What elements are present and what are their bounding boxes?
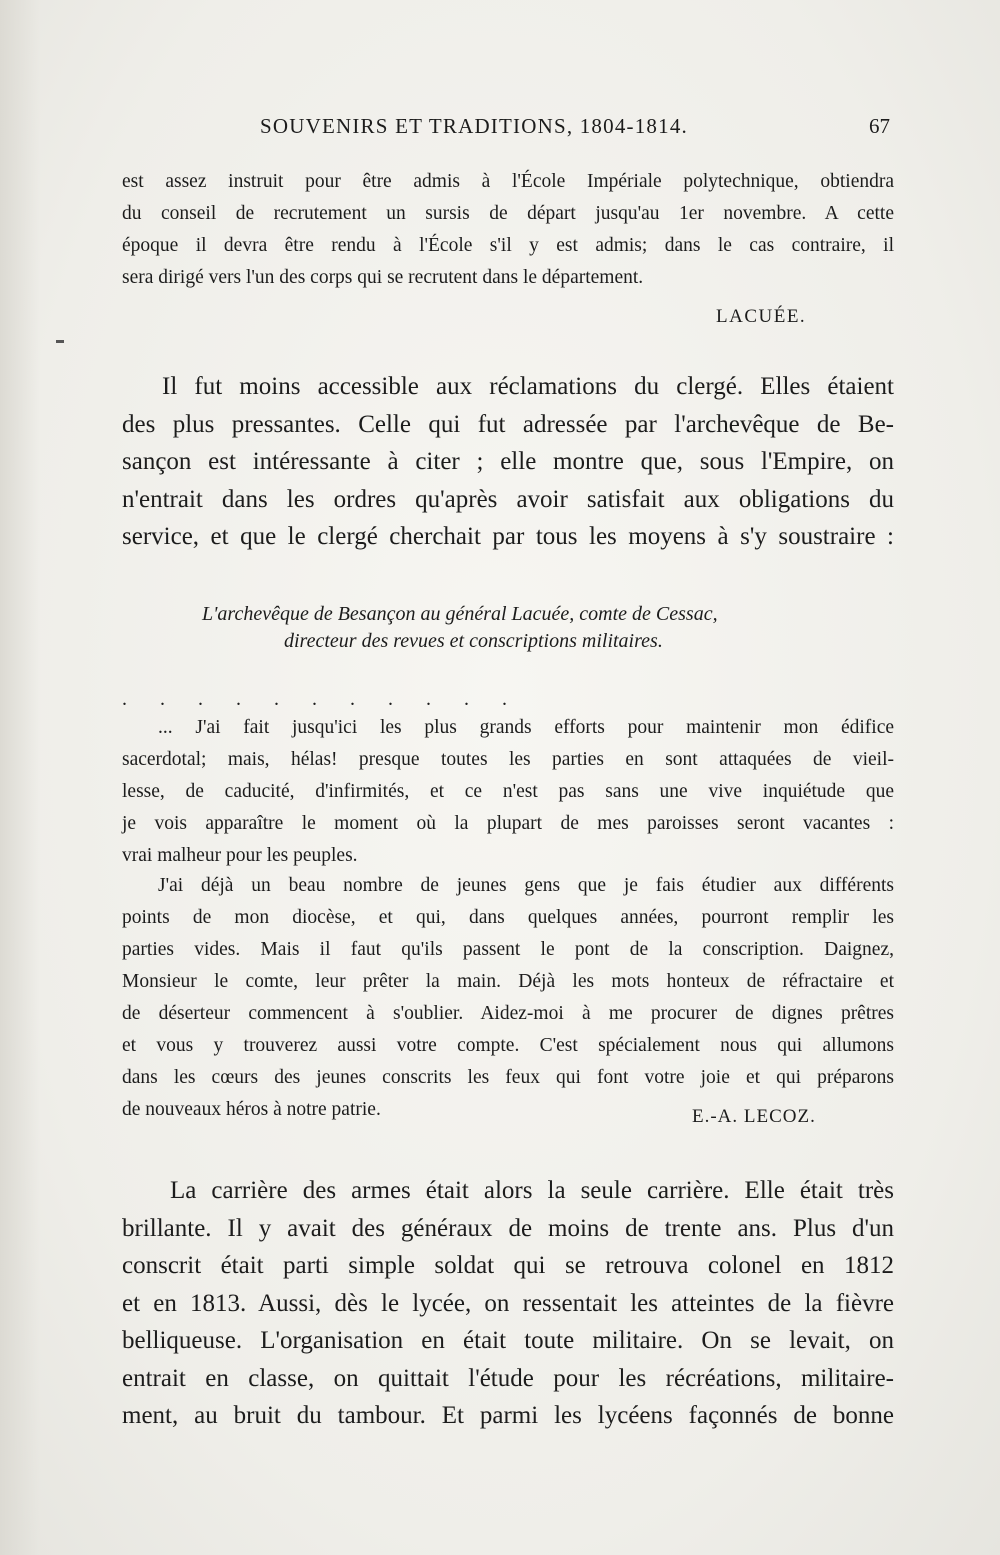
text-line: et vous y trouverez aussi votre compte. C'est spécialement nous qui allumons	[122, 1035, 894, 1056]
text-line: lesse, de caducité, d'infirmités, et ce n'est pas sans une vive inquiétude que	[122, 781, 894, 802]
ellipsis-row: . . . . . . . . . . .	[122, 688, 521, 710]
letter-paragraph-1	[122, 712, 894, 872]
text-line: et en 1813. Aussi, dès le lycée, on ressentait les atteintes de la fièvre	[122, 1289, 894, 1317]
margin-mark	[56, 340, 64, 343]
paragraph-military-career	[122, 1172, 894, 1435]
signature-lacuee: LACUÉE.	[716, 306, 807, 327]
paragraph-decree-end	[122, 166, 894, 294]
text-line: est assez instruit pour être admis à l'École Impériale polytechnique, obtiendra	[122, 171, 894, 192]
text-line: du conseil de recrutement un sursis de départ jusqu'au 1er novembre. A cette	[122, 203, 894, 224]
text-line: sacerdotal; mais, hélas! presque toutes les parties en sont attaquées de vieil-	[122, 749, 894, 770]
text-line: n'entrait dans les ordres qu'après avoir satisfait aux obligations du	[122, 485, 894, 513]
running-head	[124, 112, 894, 142]
signature-lecoz: E.-A. LECOZ.	[692, 1106, 816, 1127]
text-line: dans les cœurs des jeunes conscrits les feux qui font votre joie et qui préparons	[122, 1067, 894, 1088]
text-line: conscrit était parti simple soldat qui se retrouva colonel en 1812	[122, 1252, 894, 1279]
letter-paragraph-2	[122, 870, 894, 1126]
text-line: ... J'ai fait jusqu'ici les plus grands efforts pour maintenir mon édifice	[158, 717, 894, 738]
text-line: entrait en classe, on quittait l'étude pour les récréations, militaire-	[122, 1364, 894, 1392]
letter-caption-line-1: L'archevêque de Besançon au général Lacuée, comte de Cessac,	[202, 603, 718, 625]
text-line: La carrière des armes était alors la seule carrière. Elle était très	[170, 1177, 894, 1204]
letter-caption-line-2: directeur des revues et conscriptions militaires.	[284, 630, 663, 652]
page-number: 67	[869, 114, 890, 138]
text-line: belliqueuse. L'organisation en était toute militaire. On se levait, on	[122, 1327, 894, 1354]
text-line: ment, au bruit du tambour. Et parmi les lycéens façonnés de bonne	[122, 1402, 894, 1429]
page-spine-shadow	[0, 0, 40, 1555]
text-line: parties vides. Mais il faut qu'ils passent le pont de la conscription. Daignez,	[122, 939, 894, 960]
text-line: points de mon diocèse, et qui, dans quelques années, pourront remplir les	[122, 907, 894, 928]
text-line: de déserteur commencent à s'oublier. Aidez-moi à me procurer de dignes prêtres	[122, 1003, 894, 1024]
text-line: de nouveaux héros à notre patrie.	[122, 1099, 381, 1120]
text-line: époque il devra être rendu à l'École s'il y est admis; dans le cas contraire, il	[122, 235, 894, 256]
text-line: vrai malheur pour les peuples.	[122, 845, 358, 866]
text-line: Monsieur le comte, leur prêter la main. Déjà les mots honteux de réfractaire et	[122, 971, 894, 992]
text-line: service, et que le clergé cherchait par tous les moyens à s'y soustraire :	[122, 523, 894, 550]
text-line: je vois apparaître le moment où la plupart de mes paroisses seront vacantes :	[122, 813, 894, 834]
text-line: Il fut moins accessible aux réclamations du clergé. Elles étaient	[162, 373, 894, 400]
text-line: brillante. Il y avait des généraux de moins de trente ans. Plus d'un	[122, 1214, 894, 1242]
text-line: J'ai déjà un beau nombre de jeunes gens que je fais étudier aux différents	[158, 875, 894, 896]
text-line: sera dirigé vers l'un des corps qui se recrutent dans le département.	[122, 267, 644, 288]
text-line: des plus pressantes. Celle qui fut adressée par l'archevêque de Be-	[122, 410, 894, 438]
paragraph-clergy	[122, 368, 894, 556]
text-line: sançon est intéressante à citer ; elle montre que, sous l'Empire, on	[122, 448, 894, 475]
running-title: SOUVENIRS ET TRADITIONS, 1804-1814.	[260, 114, 688, 138]
